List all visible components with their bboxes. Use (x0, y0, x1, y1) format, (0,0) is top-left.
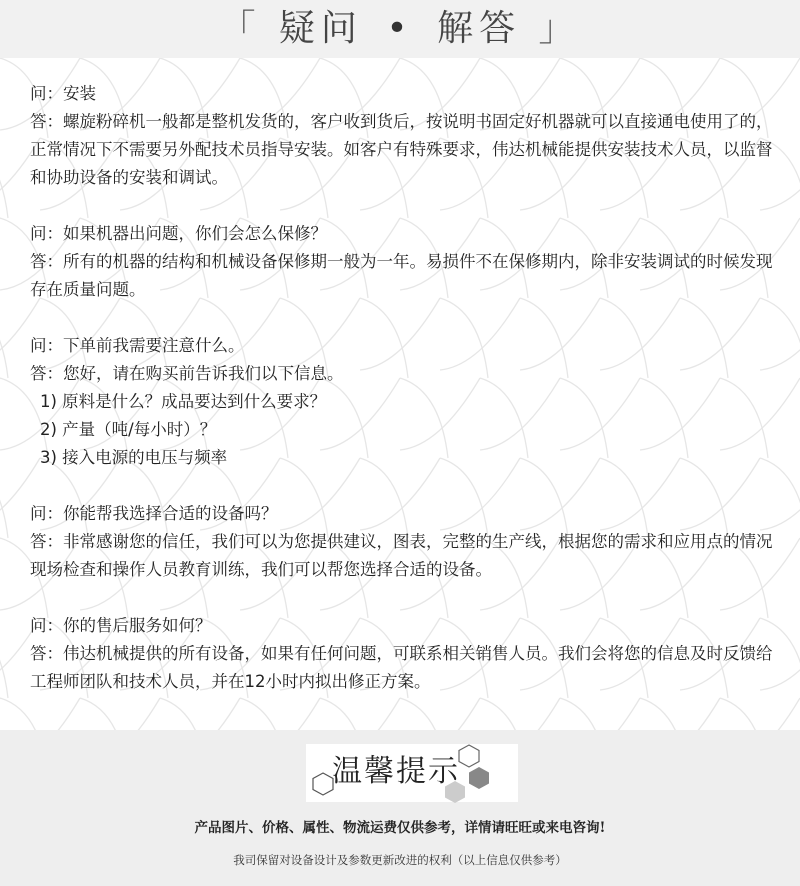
question-text: 问：如果机器出问题，你们会怎么保修？ (30, 224, 327, 243)
answer-text: 答：螺旋粉碎机一般都是整机发货的，客户收到货后，按说明书固定好机器就可以直接通电使用了的，正常情况下不需要另外配技术员指导安装。如客户有特殊要求，伟达机械能提供安装技术人员，以监督和协助设备的安装和调试。 (30, 112, 773, 187)
title-left-text: 疑问 (278, 8, 363, 49)
hexagon-filled-icon (468, 766, 490, 790)
question-text: 问：你的售后服务如何？ (30, 616, 212, 635)
question-text: 问：安装 (30, 84, 96, 103)
title-separator: • (386, 8, 414, 49)
hexagon-outline-icon (312, 772, 334, 796)
pattern-curve (0, 298, 8, 378)
title-right-text: 解答 (437, 8, 522, 49)
answer-text: 答：所有的机器的结构和机械设备保修期一般为一年。易损件不在保修期内，除非安装调试的时候发现存在质量问题。 (30, 252, 773, 299)
title-bracket-close: 」 (538, 8, 581, 49)
answer-text: 答：伟达机械提供的所有设备，如果有任何问题，可联系相关销售人员。我们会将您的信息及时反馈给工程师团队和技术人员，并在12小时内拟出修正方案。 (30, 644, 773, 691)
question-text: 问：你能帮我选择合适的设备吗？ (30, 504, 278, 523)
warm-tip-badge (306, 744, 518, 802)
answer-text: 答：非常感谢您的信任，我们可以为您提供建议，图表，完整的生产线，根据您的需求和应用点的情况现场检查和操作人员教育训练，我们可以帮您选择合适的设备。 (30, 532, 773, 579)
pattern-curve (0, 458, 8, 538)
qa-item-after-sales (30, 612, 780, 696)
hexagon-outline-icon (458, 744, 480, 768)
rights-text: 我司保留对设备设计及参数更新改进的权利（以上信息仅供参考） (233, 853, 567, 867)
pattern-curve (0, 618, 8, 698)
qa-item-selection (30, 500, 780, 584)
warm-tip-title: 温馨提示 (332, 754, 460, 789)
footer-section (0, 730, 800, 886)
title-bracket-open: 「 (219, 8, 262, 49)
header-banner (0, 0, 800, 58)
qa-section (30, 80, 780, 724)
list-item: 1) 原料是什么？成品要达到什么要求？ (40, 392, 327, 411)
answer-text: 答：您好，请在购买前告诉我们以下信息。 (30, 364, 344, 383)
list-item: 3) 接入电源的电压与频率 (40, 448, 228, 467)
list-item: 2) 产量（吨/每小时）？ (40, 420, 217, 439)
notice-text: 产品图片、价格、属性、物流运费仅供参考，详情请旺旺或来电咨询! (194, 820, 606, 836)
page-title (0, 6, 800, 52)
qa-item-ordering (30, 332, 780, 472)
qa-item-warranty (30, 220, 780, 304)
qa-item-installation (30, 80, 780, 192)
pattern-curve (0, 138, 8, 218)
question-text: 问：下单前我需要注意什么。 (30, 336, 245, 355)
